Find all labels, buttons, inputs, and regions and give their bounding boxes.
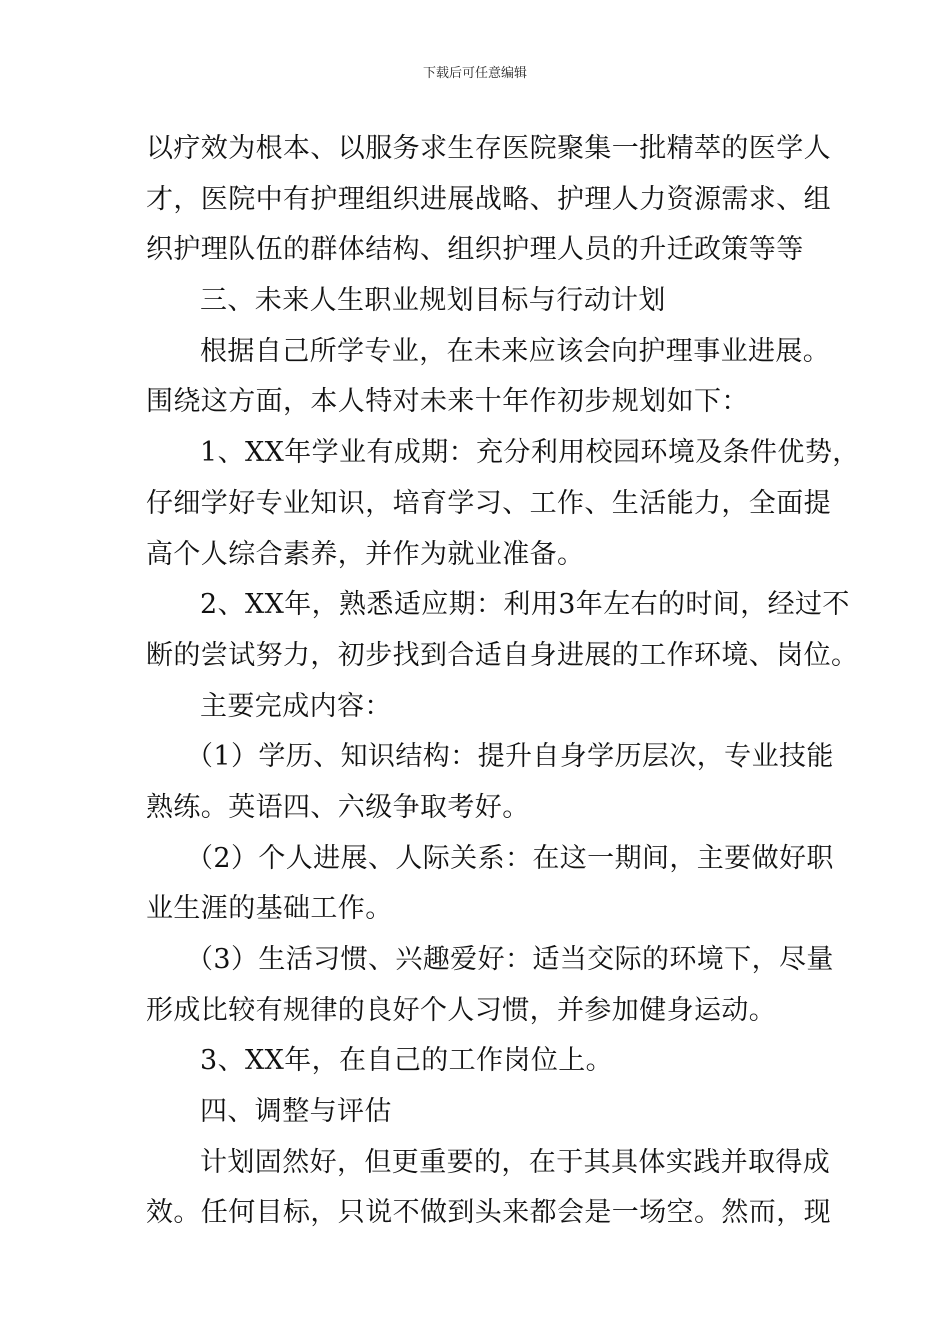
text-line: 仔细学好专业知识，培育学习、工作、生活能力，全面提 bbox=[146, 487, 831, 519]
text-line: 以疗效为根本、以服务求生存医院聚集一批精萃的医学人 bbox=[146, 133, 831, 164]
text-line: 业生涯的基础工作。 bbox=[146, 893, 393, 925]
text-line: 形成比较有规律的良好个人习惯，并参加健身运动。 bbox=[146, 994, 777, 1026]
section-heading: 三、未来人生职业规划目标与行动计划 bbox=[200, 285, 666, 317]
text-line: 2、XX年，熟悉适应期：利用3年左右的时间，经过不 bbox=[200, 589, 850, 621]
text-line: （1）学历、知识结构：提升自身学历层次，专业技能 bbox=[186, 741, 834, 773]
text-line: 效。任何目标，只说不做到头来都会是一场空。然而，现 bbox=[146, 1197, 831, 1229]
text-line: 围绕这方面，本人特对未来十年作初步规划如下： bbox=[146, 386, 749, 418]
text-line: （2）个人进展、人际关系：在这一期间，主要做好职 bbox=[186, 842, 834, 874]
text-line: 高个人综合素养，并作为就业准备。 bbox=[146, 538, 585, 570]
text-line: 计划固然好，但更重要的，在于其具体实践并取得成 bbox=[200, 1146, 831, 1178]
text-line: 熟练。英语四、六级争取考好。 bbox=[146, 791, 530, 823]
text-line: 织护理队伍的群体结构、组织护理人员的升迁政策等等 bbox=[146, 234, 804, 266]
text-line: 断的尝试努力，初步找到合适自身进展的工作环境、岗位。 bbox=[146, 639, 859, 671]
section-heading: 四、调整与评估 bbox=[200, 1096, 392, 1128]
document-body bbox=[146, 124, 860, 1239]
text-line: 根据自己所学专业，在未来应该会向护理事业进展。 bbox=[200, 335, 831, 367]
page-header: 下载后可任意编辑 bbox=[422, 66, 527, 81]
text-line: 3、XX年，在自己的工作岗位上。 bbox=[200, 1045, 614, 1077]
text-line: 主要完成内容： bbox=[200, 690, 392, 722]
text-line: 1、XX年学业有成期：充分利用校园环境及条件优势， bbox=[200, 437, 860, 469]
text-line: 才，医院中有护理组织进展战略、护理人力资源需求、组 bbox=[146, 183, 831, 215]
text-line: （3）生活习惯、兴趣爱好：适当交际的环境下，尽量 bbox=[186, 944, 834, 975]
